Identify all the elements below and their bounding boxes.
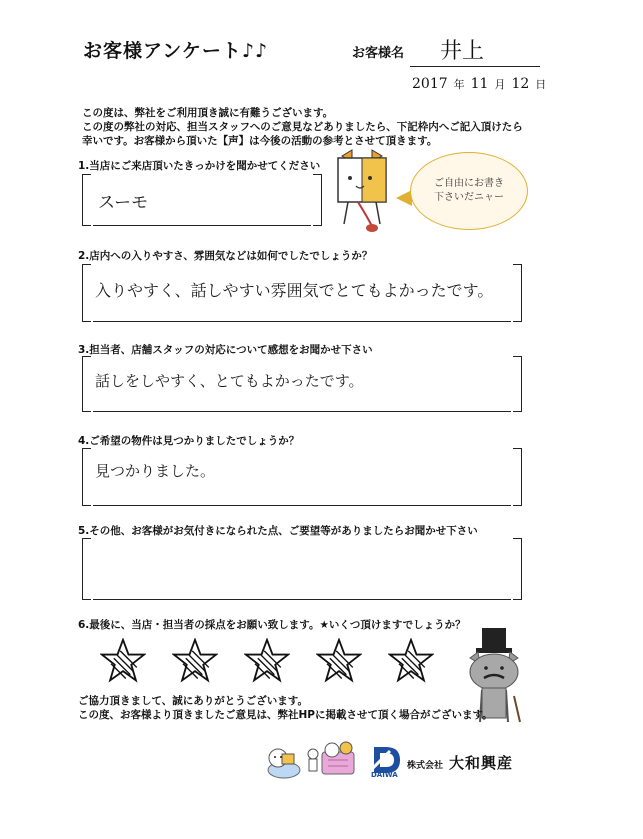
question-5-answer-box [82,538,522,600]
intro-line: 幸いです。お客様から頂いた【声】は今後の活動の参考とさせて頂きます。 [82,135,438,147]
thanks-text [78,694,493,722]
intro-line: この度の弊社の対応、担当スタッフへのご意見などありましたら、下記枠内へご記入頂けたら [82,121,523,133]
thanks-line: この度、お客様より頂きましたご意見は、弊社HPに掲載させて頂く場合がございます。 [78,709,493,721]
date-month-label: 月 [494,78,506,91]
company-name [407,752,513,773]
question-4-answer: 見つかりました。 [95,462,216,480]
question-3-answer: 話しをしやすく、とてもよかったです。 [95,372,364,390]
question-6-label: 6.最後に、当店・担当者の採点をお願い致します。★いくつ頂けますでしょうか？ [78,619,466,631]
date-year-label: 年 [453,78,465,91]
speech-bubble-line: ご自由にお書き [434,178,504,189]
intro-line: この度は、弊社をご利用頂き誠に有難うございます。 [82,107,334,119]
company-prefix: 株式会社 [407,761,444,771]
cat-basket-icon [316,734,360,778]
star-icon [100,638,146,684]
page-title: お客様アンケート♪♪ [83,40,269,62]
date-year: 2017 [412,76,448,92]
star-icon [388,638,434,684]
date-day: 12 [511,76,530,92]
cat-cushion-icon [262,736,302,780]
speech-bubble-line: 下さいだニャー [434,192,504,203]
customer-name-label: お客様名 [352,46,405,61]
question-2-label: 2.店内への入りやすさ、雰囲気などは如何でしたでしょうか？ [78,250,373,262]
question-1-answer: スーモ [98,193,149,213]
star-icon [316,638,362,684]
star-icon [172,638,218,684]
survey-date [412,76,546,92]
question-4-label: 4.ご希望の物件は見つかりましたでしょうか？ [78,435,300,447]
question-5-label: 5.その他、お客様がお気付きになられた点、ご要望等がありましたらお聞かせ下さい [78,525,478,537]
date-month: 11 [470,76,489,92]
question-3-label: 3.担当者、店舗スタッフの対応について感想をお聞かせ下さい [78,344,373,356]
cat-box-mascot-icon [328,148,402,238]
date-day-label: 日 [535,78,547,91]
intro-text [82,106,542,148]
company-main-name: 大和興産 [449,754,514,772]
customer-name-handwritten: 井上 [440,39,485,64]
speech-bubble [410,152,528,230]
rating-stars [100,638,434,684]
thanks-line: ご協力頂きまして、誠にありがとうございます。 [78,695,308,707]
question-1-label: 1.当店にご来店頂いたきっかけを聞かせてください [78,160,321,172]
customer-name-underline [410,66,540,67]
daiwa-logo-text: DAIWA [371,771,398,779]
star-icon [244,638,290,684]
question-2-answer: 入りやすく、話しやすい雰囲気でとてもよかったです。 [95,281,494,300]
